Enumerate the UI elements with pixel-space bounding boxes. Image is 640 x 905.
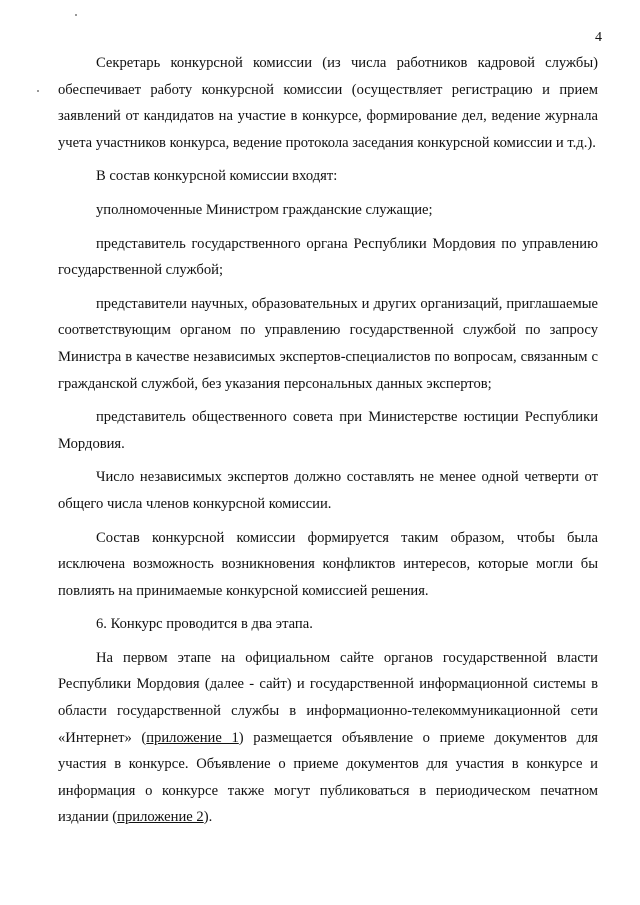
paragraph-civil-servants: уполномоченные Министром гражданские служащие; bbox=[96, 201, 433, 218]
document-body bbox=[58, 50, 598, 838]
paragraph-two-stages: 6. Конкурс проводится в два этапа. bbox=[96, 616, 313, 633]
first-stage-text-2: ) размещается объявление о приеме документов для участия в конкурсе. Объявление о приеме документов для участия в конкурсе и информация о конкурсе также могут публиковаться в периодическом печатном издании ( bbox=[58, 729, 598, 826]
paragraph-secretary-duties: Секретарь конкурсной комиссии (из числа работников кадровой службы) обеспечивает работу конкурсной комиссии (осуществляет регистрацию и прием заявлений от кандидатов на участие в конкурсе, формирование дел, ведение журнала учета участников конкурса, ведение протокола заседания конкурсной комиссии и т.д.). bbox=[58, 55, 598, 151]
first-stage-text-3: ). bbox=[203, 809, 213, 826]
appendix-1-link[interactable]: приложение 1 bbox=[146, 729, 239, 746]
appendix-2-link[interactable]: приложение 2 bbox=[117, 809, 204, 826]
paragraph-conflict-of-interest: Состав конкурсной комиссии формируется таким образом, чтобы была исключена возможность возникновения конфликтов интересов, которые могли бы повлиять на принимаемые конкурсной комиссией решения. bbox=[58, 529, 598, 599]
page-number: 4 bbox=[595, 30, 602, 45]
paragraph-public-council: представитель общественного совета при Министерстве юстиции Республики Мордовия. bbox=[58, 409, 598, 452]
paragraph-independent-experts: представители научных, образовательных и других организаций, приглашаемые соответствующим органом по управлению государственной службой по запросу Министра в качестве независимых экспертов-специалистов по вопросам, связанным с гражданской службой, без указания персональных данных экспертов; bbox=[58, 295, 598, 392]
paragraph-first-stage bbox=[58, 645, 598, 831]
first-stage-text-1: На первом этапе на официальном сайте органов государственной власти Республики Мордовия (далее - сайт) и государственной информационной системы в области государственной службы в информационно-телекоммуникационной сети «Интернет» ( bbox=[58, 649, 598, 746]
paragraph-expert-quota: Число независимых экспертов должно составлять не менее одной четверти от общего числа членов конкурсной комиссии. bbox=[58, 469, 598, 512]
scan-speck bbox=[37, 90, 39, 92]
scan-speck bbox=[75, 14, 77, 16]
paragraph-commission-composition: В состав конкурсной комиссии входят: bbox=[96, 168, 338, 185]
paragraph-state-body-representative: представитель государственного органа Республики Мордовия по управлению государственной службой; bbox=[58, 235, 598, 279]
